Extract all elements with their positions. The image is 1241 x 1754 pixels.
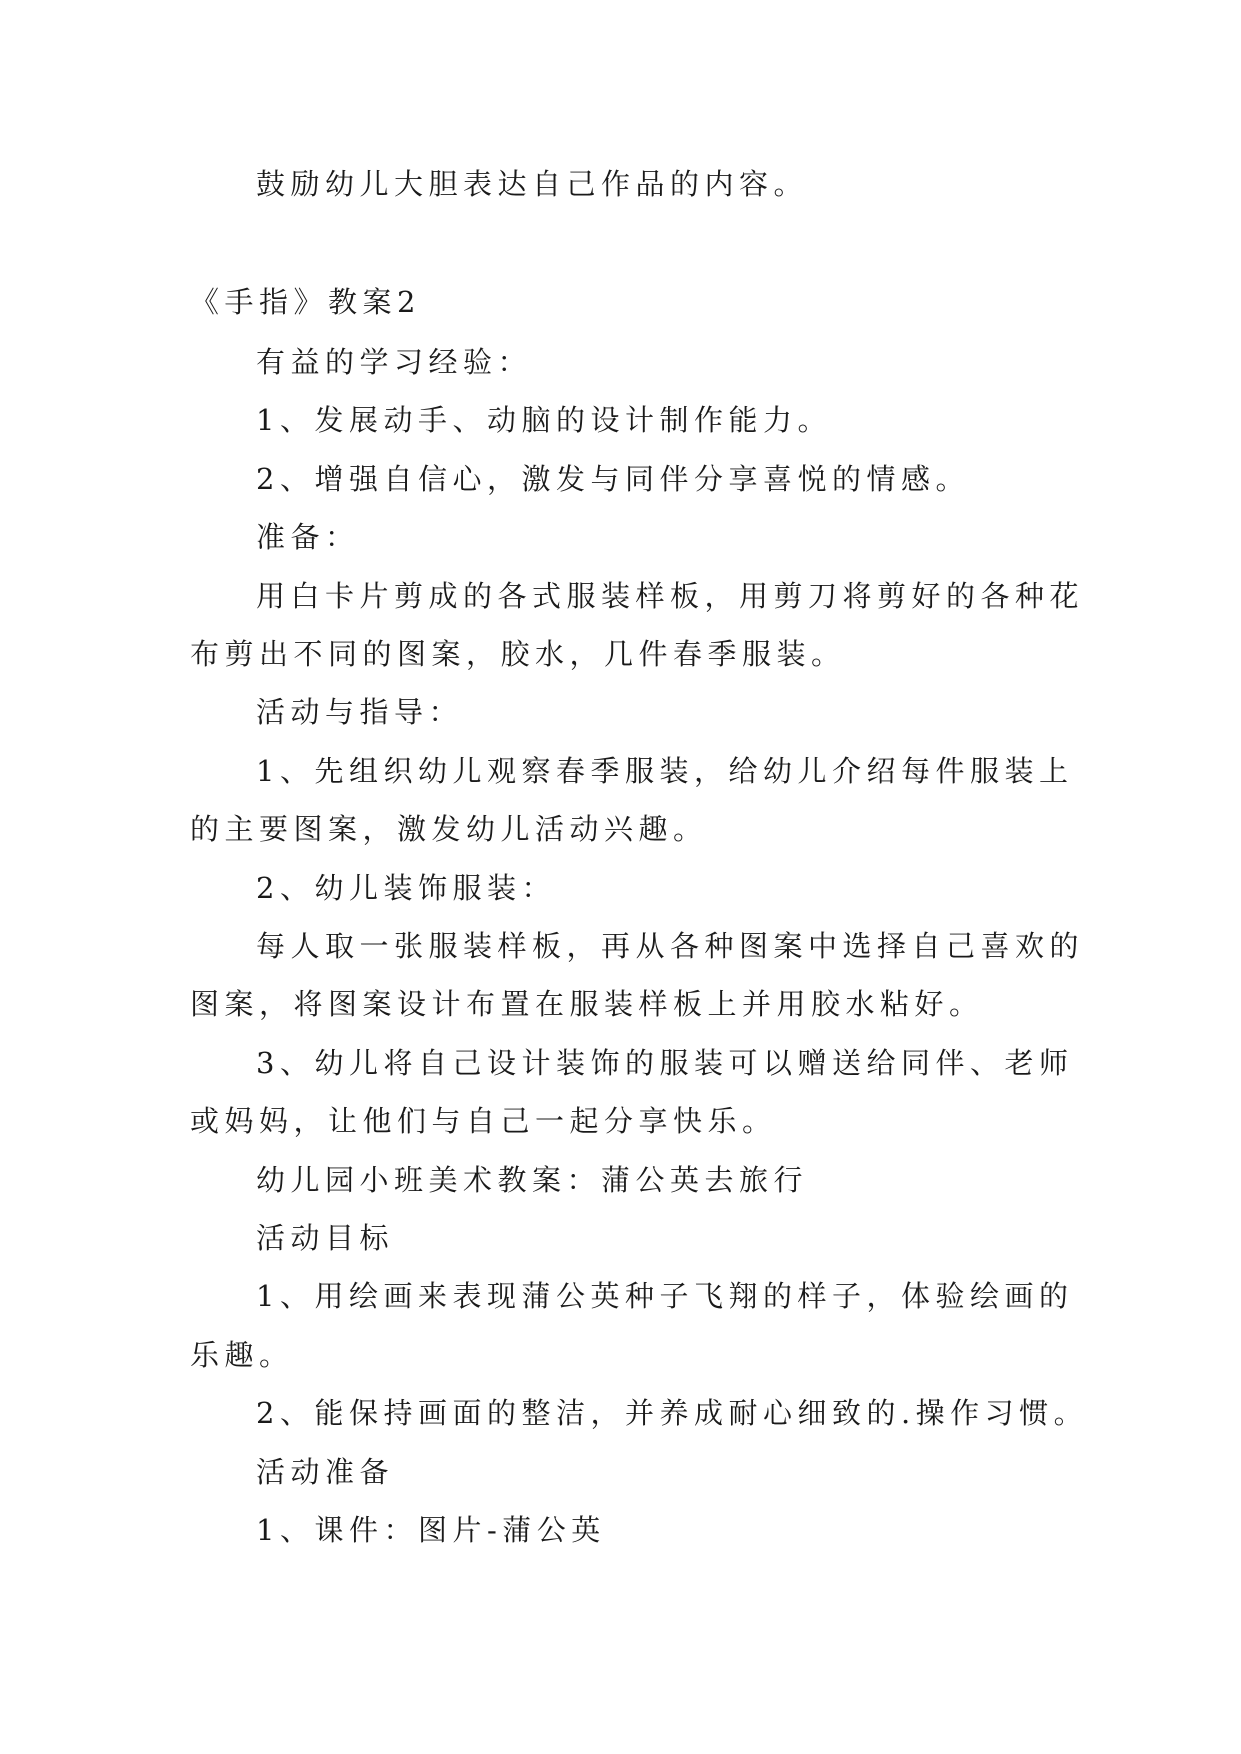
paragraph-line: 2、幼儿装饰服装： xyxy=(256,871,556,905)
paragraph-line: 活动目标 xyxy=(256,1221,395,1255)
paragraph-line: 布剪出不同的图案，胶水，几件春季服装。 xyxy=(190,637,846,671)
paragraph-line: 用白卡片剪成的各式服装样板，用剪刀将剪好的各种花 xyxy=(256,579,1085,613)
paragraph-line: 1、先组织幼儿观察春季服装，给幼儿介绍每件服装上 xyxy=(256,754,1074,788)
paragraph-line: 3、幼儿将自己设计装饰的服装可以赠送给同伴、老师 xyxy=(256,1046,1074,1080)
paragraph-line: 2、能保持画面的整洁，并养成耐心细致的.操作习惯。 xyxy=(256,1396,1089,1430)
paragraph-line: 图案，将图案设计布置在服装样板上并用胶水粘好。 xyxy=(190,987,984,1021)
paragraph-line: 准备： xyxy=(256,520,360,554)
paragraph-line: 有益的学习经验： xyxy=(256,345,533,379)
paragraph-line: 2、增强自信心，激发与同伴分享喜悦的情感。 xyxy=(256,462,970,496)
paragraph-line: 1、用绘画来表现蒲公英种子飞翔的样子，体验绘画的 xyxy=(256,1279,1074,1313)
paragraph-line: 活动与指导： xyxy=(256,695,464,729)
paragraph-line: 1、发展动手、动脑的设计制作能力。 xyxy=(256,403,832,437)
section-heading: 幼儿园小班美术教案：蒲公英去旅行 xyxy=(256,1163,809,1197)
paragraph-line: 或妈妈，让他们与自己一起分享快乐。 xyxy=(190,1104,777,1138)
paragraph-line: 每人取一张服装样板，再从各种图案中选择自己喜欢的 xyxy=(256,929,1085,963)
paragraph-line: 活动准备 xyxy=(256,1455,395,1489)
paragraph-line: 1、课件：图片-蒲公英 xyxy=(256,1513,606,1547)
section-heading: 《手指》教案2 xyxy=(190,285,421,319)
paragraph-line: 鼓励幼儿大胆表达自己作品的内容。 xyxy=(256,167,809,201)
paragraph-line: 乐趣。 xyxy=(190,1338,294,1372)
paragraph-line: 的主要图案，激发幼儿活动兴趣。 xyxy=(190,812,708,846)
